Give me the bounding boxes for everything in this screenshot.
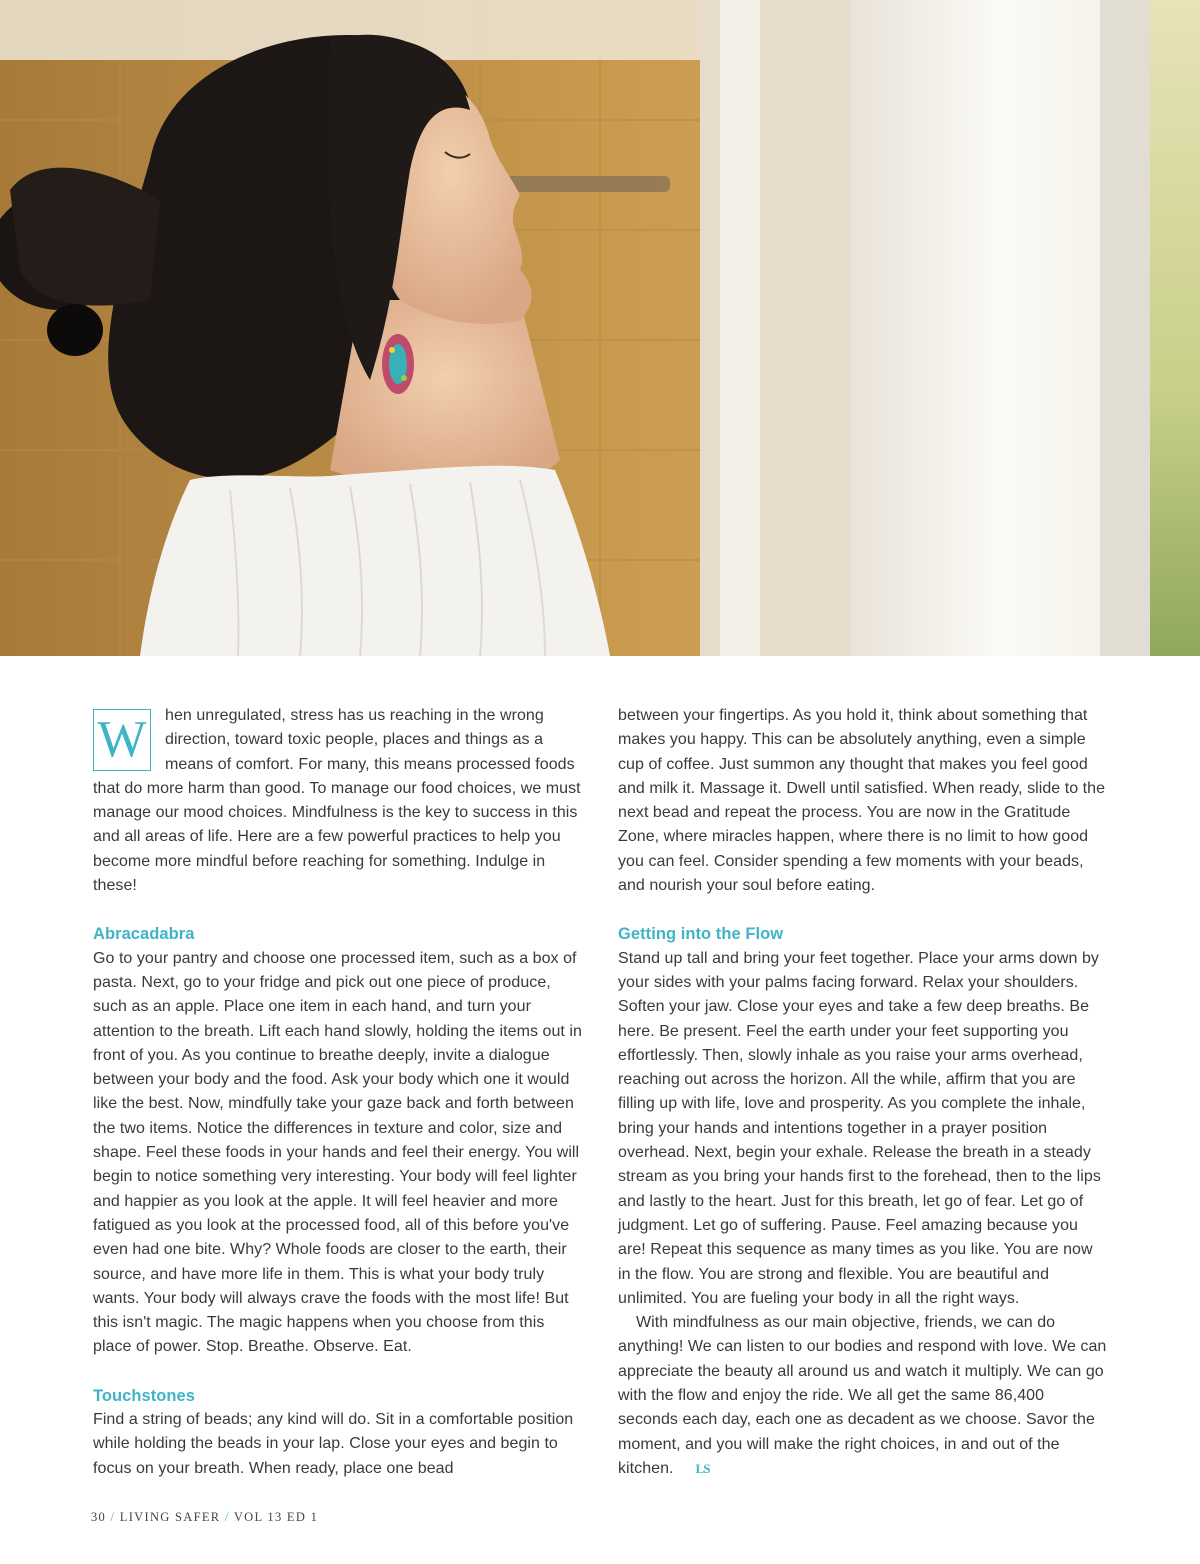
section-body-touchstones: Find a string of beads; any kind will do. Sit in a comfortable position while holding the beads in your lap. Close your eyes and begin to focus on your breath. When ready, place one bead: [93, 1411, 574, 1477]
footer-separator: /: [110, 1510, 116, 1524]
section-heading-touchstones: Touchstones: [93, 1386, 195, 1405]
section-body-touchstones-continued: between your fingertips. As you hold it, think about something that makes you happy. This can be absolutely anything, even a simple cup of coffee. Just summon any thought that makes you feel good and milk it. Massage it. Dwell until satisfied. When ready, slide to the next bead and repeat the process. You are now in the Gratitude Zone, where miracles happen, where there is no limit to how good you can feel. Consider spending a few moments with your beads, and nourish your soul before eating.: [618, 707, 1106, 895]
end-mark-logo: LS: [695, 1460, 710, 1476]
woman-breathing-photo: [0, 0, 1200, 656]
magazine-name: LIVING SAFER: [119, 1510, 221, 1524]
page-number: 30: [91, 1510, 107, 1524]
article-column-right: [618, 704, 1108, 1481]
section-body-flow: Stand up tall and bring your feet together. Place your arms down by your sides with your palms facing forward. Relax your shoulders. Soften your jaw. Close your eyes and take a few deep breaths. Be here. Be present. Feel the earth under your feet supporting you effortlessly. Then, slowly inhale as you raise your arms overhead, reaching out across the horizon. All the while, affirm that you are filling up with life, love and prosperity. As you complete the inhale, bring your hands and intentions together in a prayer position overhead. Next, begin your exhale. Release the breath in a steady stream as you bring your hands first to the forehead, then to the lips and lastly to the heart. Just for this breath, let go of fear. Let go of judgment. Let go of suffering. Pause. Feel amazing because you are! Repeat this sequence as many times as you like. You are now in the flow. You are strong and flexible. You are beautiful and unlimited. You are fueling your body in all the right ways.: [618, 949, 1101, 1307]
page-footer: [91, 1510, 318, 1525]
footer-separator-2: /: [224, 1510, 230, 1524]
intro-paragraph: [93, 704, 583, 898]
section-body-abracadabra: Go to your pantry and choose one processed item, such as a box of pasta. Next, go to your fridge and pick out one piece of produce, such as an apple. Place one item in each hand, and turn your attention to the breath. Lift each hand slowly, holding the items out in front of you. As you continue to breathe deeply, invite a dialogue between your body and the food. Ask your body which one it would like the best. Now, mindfully take your gaze back and forth between the two items. Notice the differences in texture and color, size and shape. Feel these foods in your hands and feel their energy. You will begin to notice something very interesting. Your body will feel lighter and happier as you look at the apple. It will feel heavier and more fatigued as you look at the processed food, all of this before you've even had one bite. Why? Whole foods are closer to the earth, their source, and have more life in them. This is what your body truly wants. Your body will always crave the foods with the most life! But this isn't magic. The magic happens when you choose from this place of power. Stop. Breathe. Observe. Eat.: [93, 949, 582, 1356]
issue-label: VOL 13 ED 1: [233, 1510, 319, 1524]
drop-cap: W: [93, 709, 151, 771]
closing-text: With mindfulness as our main objective, friends, we can do anything! We can listen to our bodies and respond with love. We can appreciate the beauty all around us and watch it multiply. We can go with the flow and enjoy the ride. We all get the same 86,400 seconds each day, each one as decadent as we choose. Savor the moment, and you will make the right choices, in and out of the kitchen.: [618, 1314, 1107, 1477]
hero-photo: [0, 0, 1200, 656]
intro-text: hen unregulated, stress has us reaching in the wrong direction, toward toxic people, places and things as a means of comfort. For many, this means processed foods that do more harm than good. To manage our food choices, we must manage our mood choices. Mindfulness is the key to success in this and all areas of life. Here are a few powerful practices to help you become more mindful before reaching for something. Indulge in these!: [93, 707, 581, 895]
article-column-left: [93, 704, 583, 1481]
section-heading-flow: Getting into the Flow: [618, 925, 784, 944]
section-heading-abracadabra: Abracadabra: [93, 925, 195, 944]
closing-paragraph: [618, 1311, 1108, 1481]
